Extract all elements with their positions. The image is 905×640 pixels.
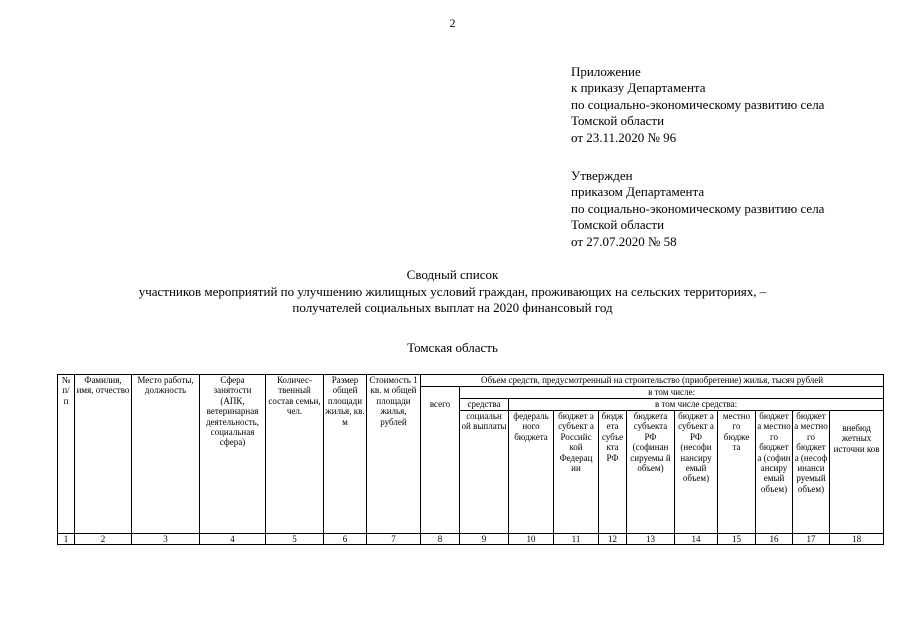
appendix-line: к приказу Департамента xyxy=(571,80,706,96)
header-in-total: в том числе: xyxy=(460,387,884,399)
header-subject-budget-rf: бюджет а субъект а Российс кой Федерац ии xyxy=(554,411,599,534)
column-number: 3 xyxy=(132,534,200,545)
header-funding-group: Объем средств, предусмотренный на строительство (приобретение) жилья, тысяч рублей xyxy=(421,375,884,387)
title-line-1: Сводный список xyxy=(406,267,499,282)
header-social-payment: социальн ой выплаты xyxy=(460,411,509,534)
appendix-block xyxy=(571,64,824,146)
column-number: 1 xyxy=(58,534,75,545)
column-number: 18 xyxy=(830,534,884,545)
header-subject-budget: бюдж ета субъе кта РФ xyxy=(599,411,627,534)
column-number: 13 xyxy=(627,534,675,545)
column-number: 17 xyxy=(793,534,830,545)
recipients-table xyxy=(57,374,884,545)
header-full-name: Фамилия, имя, отчество xyxy=(75,375,132,534)
header-local-cofinanced: бюджет а местно го бюджет а (софин ансиру емый объем) xyxy=(756,411,793,534)
column-number: 8 xyxy=(421,534,460,545)
approved-block xyxy=(571,168,824,250)
column-number: 15 xyxy=(718,534,756,545)
appendix-line: по социально-экономическому развитию села xyxy=(571,96,825,112)
header-means-top: средства xyxy=(460,399,509,411)
header-local-noncofinanced: бюджет а местно го бюджет а (несоф инанси руемый объем) xyxy=(793,411,830,534)
title-line-3: получателей социальных выплат на 2020 финансовый год xyxy=(292,300,613,315)
column-number: 7 xyxy=(367,534,421,545)
column-number: 14 xyxy=(675,534,718,545)
approved-line: приказом Департамента xyxy=(571,184,705,200)
column-number: 16 xyxy=(756,534,793,545)
column-number: 2 xyxy=(75,534,132,545)
header-area: Размер общей площади жилья, кв. м xyxy=(324,375,367,534)
approved-line: Томской области xyxy=(571,217,665,233)
column-number: 5 xyxy=(266,534,324,545)
appendix-line: от 23.11.2020 № 96 xyxy=(571,129,677,145)
appendix-line: Приложение xyxy=(571,64,641,79)
header-in-means: в том числе средства: xyxy=(509,399,884,411)
appendix-line: Томской области xyxy=(571,113,665,129)
document-title xyxy=(0,267,905,317)
region-title: Томская область xyxy=(407,340,498,355)
column-number: 12 xyxy=(599,534,627,545)
header-employment-sphere: Сфера занятости (АПК, ветеринарная деятельность, социальная сфера) xyxy=(200,375,266,534)
header-subject-noncofinanced: бюджет а субъект а РФ (несофи нансиру емый объем) xyxy=(675,411,718,534)
header-family-size: Количес- твенный состав семьи, чел. xyxy=(266,375,324,534)
header-total: всего xyxy=(421,387,460,534)
title-line-2: участников мероприятий по улучшению жилищных условий граждан, проживающих на сельских территориях, – xyxy=(138,283,767,299)
header-subject-cofinanced: бюджета субъекта РФ (софинан сируемы й объем) xyxy=(627,411,675,534)
approved-line: от 27.07.2020 № 58 xyxy=(571,233,677,249)
column-number: 10 xyxy=(509,534,554,545)
approved-line: Утвержден xyxy=(571,168,633,183)
header-number: № п/ п xyxy=(58,375,75,534)
column-number: 6 xyxy=(324,534,367,545)
header-price-per-sqm: Стоимость 1 кв. м общей площади жилья, рублей xyxy=(367,375,421,534)
header-federal-budget: федераль ного бюджета xyxy=(509,411,554,534)
header-local-budget: местно го бюдже та xyxy=(718,411,756,534)
page-number: 2 xyxy=(449,16,456,30)
column-number: 11 xyxy=(554,534,599,545)
column-number: 9 xyxy=(460,534,509,545)
header-extrabudgetary: внебюд жетных источни ков xyxy=(830,411,884,534)
header-workplace: Место работы, должность xyxy=(132,375,200,534)
approved-line: по социально-экономическому развитию села xyxy=(571,200,825,216)
column-number: 4 xyxy=(200,534,266,545)
